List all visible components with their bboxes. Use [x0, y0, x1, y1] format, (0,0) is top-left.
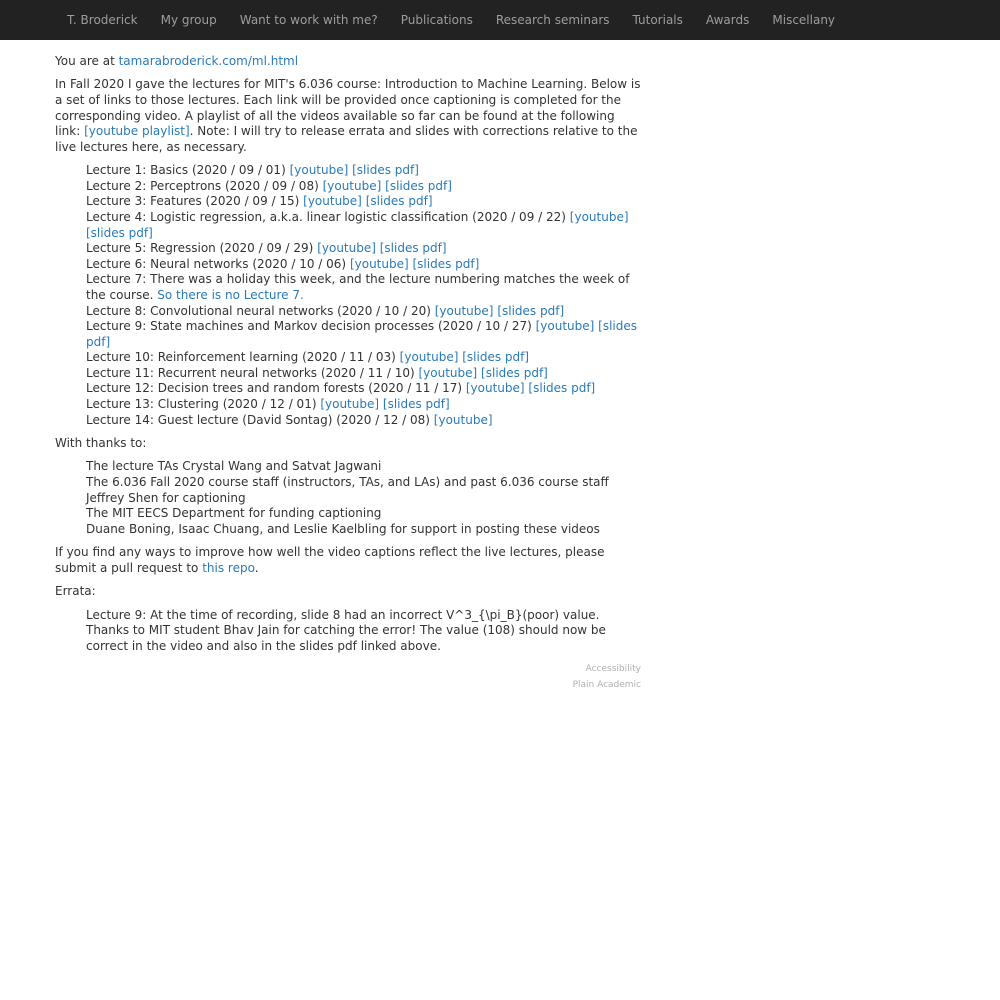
improve-suffix: .: [254, 560, 259, 575]
lecture-item: [86, 272, 641, 303]
youtube-link[interactable]: [youtube]: [317, 241, 376, 256]
lecture-list: [55, 163, 641, 428]
slides-pdf-link[interactable]: [slides pdf]: [379, 241, 447, 256]
errata-heading: Errata:: [55, 584, 96, 599]
slides-pdf-link[interactable]: [slides pdf]: [385, 178, 452, 193]
slides-pdf-link[interactable]: [slides pdf]: [365, 194, 433, 209]
youtube-link[interactable]: [youtube]: [433, 412, 493, 427]
nav-item-work-with-me[interactable]: Want to work with me?: [239, 13, 378, 27]
thanks-list: [55, 459, 641, 537]
location-prefix: You are at: [55, 54, 119, 68]
location-line: [55, 54, 641, 70]
youtube-link[interactable]: [youtube]: [399, 350, 459, 365]
youtube-playlist-link[interactable]: [youtube playlist]: [84, 124, 190, 139]
lecture-item: [86, 179, 641, 195]
slides-pdf-link[interactable]: [slides pdf]: [462, 350, 530, 365]
youtube-link[interactable]: [youtube]: [303, 194, 362, 209]
thanks-heading: With thanks to:: [55, 436, 147, 451]
lecture-title: Lecture 11: Recurrent neural networks (2020 / 11 / 10): [86, 365, 419, 380]
nav-item-miscellany[interactable]: Miscellany: [772, 13, 836, 27]
lecture-item: [86, 210, 641, 241]
location-link[interactable]: tamarabroderick.com/ml.html: [118, 54, 299, 68]
nav-item-publications[interactable]: Publications: [400, 13, 473, 27]
lecture-title: Lecture 6: Neural networks (2020 / 10 / 06): [86, 256, 350, 271]
lecture-item: [86, 257, 641, 273]
lecture-title: Lecture 3: Features (2020 / 09 / 15): [86, 194, 304, 209]
slides-pdf-link[interactable]: [slides pdf]: [86, 225, 153, 240]
lecture-item: [86, 319, 641, 350]
lecture-title: Lecture 12: Decision trees and random forests (2020 / 11 / 17): [86, 381, 466, 396]
lecture-item: [86, 366, 641, 382]
lecture-title: Lecture 10: Reinforcement learning (2020 / 11 / 03): [86, 350, 400, 365]
lecture-item: [86, 241, 641, 257]
nav-brand-link[interactable]: T. Broderick: [67, 13, 138, 27]
repo-link[interactable]: this repo: [202, 560, 255, 575]
nav-item-tutorials[interactable]: Tutorials: [632, 13, 683, 27]
youtube-link[interactable]: [youtube]: [418, 365, 478, 380]
lecture-title: Lecture 4: Logistic regression, a.k.a. linear logistic classification (2020 / 09 / 22): [86, 209, 570, 224]
thanks-item: The 6.036 Fall 2020 course staff (instructors, TAs, and LAs) and past 6.036 course staff: [86, 475, 609, 490]
lecture-title: Lecture 1: Basics (2020 / 09 / 01): [86, 163, 290, 178]
slides-pdf-link[interactable]: [slides pdf]: [382, 397, 450, 412]
intro-text: In Fall 2020 I gave the lectures for MIT's 6.036 course: Introduction to Machine Learning. Below is a set of links to those lectures. Each link will be provided once captioning is completed for the corresponding video. A playlist of all the videos available so far can be found at the following link:: [55, 77, 641, 139]
improve-text: If you find any ways to improve how well the video captions reflect the live lectures, please submit a pull request to: [55, 545, 605, 575]
youtube-link[interactable]: [youtube]: [535, 319, 595, 334]
improve-paragraph: [55, 545, 641, 576]
slides-pdf-link[interactable]: [slides pdf]: [352, 163, 419, 178]
lecture-title: Lecture 7: There was a holiday this week, and the lecture numbering matches the week of the course.: [86, 272, 630, 302]
lecture-title: Lecture 8: Convolutional neural networks (2020 / 10 / 20): [86, 303, 435, 318]
youtube-link[interactable]: [youtube]: [349, 256, 409, 271]
intro-note: . Note: I will try to release errata and slides with corrections relative to the live lectures here, as necessary.: [55, 124, 638, 154]
lecture-item: [86, 163, 641, 179]
lecture-title: Lecture 5: Regression (2020 / 09 / 29): [86, 241, 318, 256]
errata-list: [55, 608, 641, 655]
lecture-item: [86, 413, 641, 429]
youtube-link[interactable]: [youtube]: [322, 178, 382, 193]
slides-pdf-link[interactable]: [slides pdf]: [481, 365, 548, 380]
youtube-link[interactable]: [youtube]: [434, 303, 494, 318]
lecture-item: [86, 381, 641, 397]
lecture-item: [86, 397, 641, 413]
youtube-link[interactable]: [youtube]: [289, 163, 349, 178]
youtube-link[interactable]: [youtube]: [320, 397, 380, 412]
footer: [55, 662, 641, 693]
thanks-item: The MIT EECS Department for funding captioning: [86, 506, 382, 521]
thanks-item: The lecture TAs Crystal Wang and Satvat Jagwani: [86, 459, 382, 474]
youtube-link[interactable]: [youtube]: [465, 381, 525, 396]
theme-credit-link[interactable]: Plain Academic: [572, 679, 641, 690]
main-content: [55, 54, 641, 693]
lecture-item: [86, 194, 641, 210]
lecture-title: Lecture 2: Perceptrons (2020 / 09 / 08): [86, 178, 323, 193]
nav-item-awards[interactable]: Awards: [705, 13, 750, 27]
thanks-item: Jeffrey Shen for captioning: [86, 490, 246, 505]
slides-pdf-link[interactable]: [slides pdf]: [412, 256, 480, 271]
lecture-title: Lecture 13: Clustering (2020 / 12 / 01): [86, 397, 321, 412]
lecture-note-link[interactable]: So there is no Lecture 7.: [157, 287, 304, 302]
lecture-item: [86, 350, 641, 366]
slides-pdf-link[interactable]: [slides pdf]: [528, 381, 596, 396]
nav-item-research-seminars[interactable]: Research seminars: [495, 13, 610, 27]
errata-item: Lecture 9: At the time of recording, slide 8 had an incorrect V^3_{\pi_B}(poor) value. Thanks to MIT student Bhav Jain for catching the error! The value (108) should now be correct in the video and also in the slides pdf linked above.: [86, 607, 606, 653]
thanks-item: Duane Boning, Isaac Chuang, and Leslie Kaelbling for support in posting these videos: [86, 521, 600, 536]
youtube-link[interactable]: [youtube]: [569, 209, 629, 224]
lecture-item: [86, 304, 641, 320]
accessibility-link[interactable]: Accessibility: [585, 664, 641, 675]
nav-item-my-group[interactable]: My group: [160, 13, 217, 27]
slides-pdf-link[interactable]: [slides pdf]: [86, 319, 638, 349]
lecture-title: Lecture 14: Guest lecture (David Sontag) (2020 / 12 / 08): [86, 412, 434, 427]
top-navbar: [0, 0, 1000, 40]
slides-pdf-link[interactable]: [slides pdf]: [497, 303, 565, 318]
intro-paragraph: [55, 77, 641, 155]
lecture-title: Lecture 9: State machines and Markov decision processes (2020 / 10 / 27): [86, 319, 536, 334]
